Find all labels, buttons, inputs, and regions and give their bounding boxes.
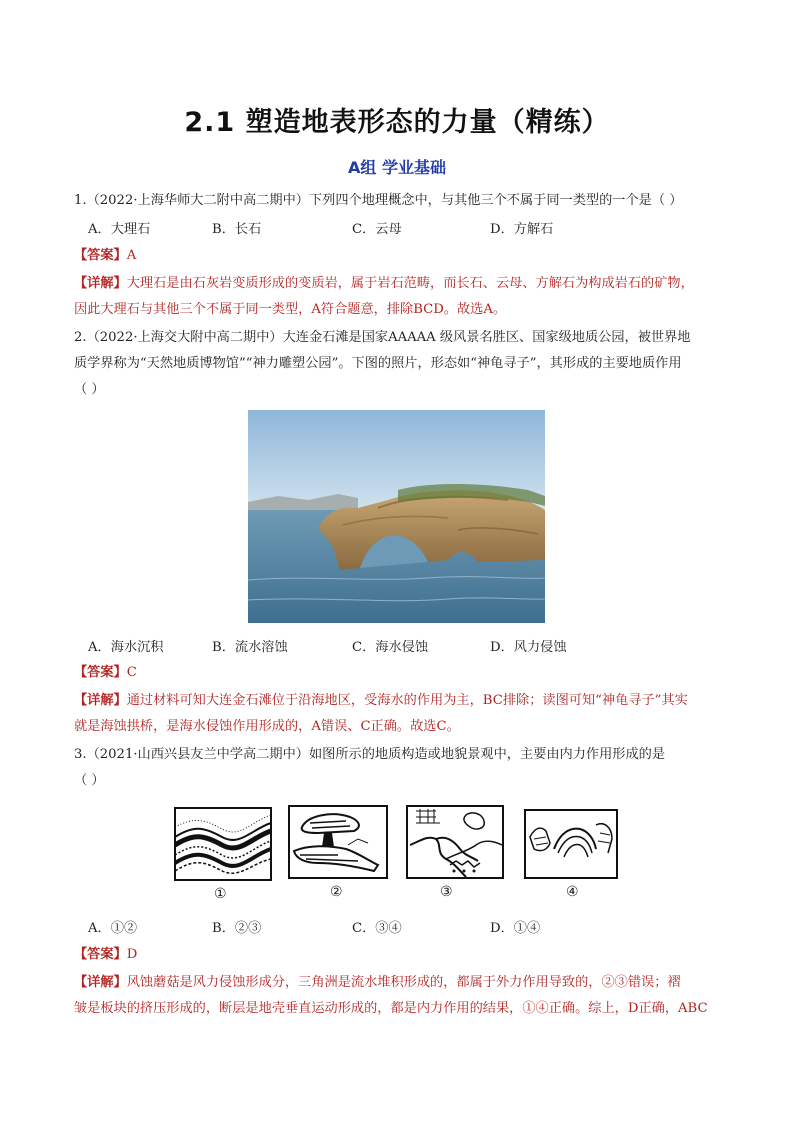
figure-label-4: ④ — [566, 884, 579, 900]
q2-answer-value: C — [126, 665, 137, 680]
q3-option-c: C．③④ — [352, 921, 402, 936]
detail-tag: 【详解】 — [74, 276, 127, 291]
page-title: 2.1 塑造地表形态的力量（精练） — [184, 107, 610, 138]
q2-stem-line3: （ ） — [74, 382, 105, 397]
q1-stem: 1.（2022·上海华师大二附中高二期中）下列四个地理概念中，与其他三个不属于同一类型的一个是（ ） — [74, 193, 683, 208]
q1-answer — [74, 246, 734, 266]
delta-diagram — [406, 805, 504, 879]
answer-tag: 【答案】 — [74, 665, 127, 680]
q1-detail-line2: 因此大理石与其他三个不属于同一类型，A符合题意，排除BCD。故选A。 — [74, 302, 507, 317]
figure-label-2: ② — [330, 884, 343, 900]
figure-label-1: ① — [214, 886, 227, 902]
landform-figures — [170, 805, 610, 905]
coastal-arch-photo — [248, 410, 545, 623]
section-heading: A组 学业基础 — [348, 158, 446, 177]
answer-tag: 【答案】 — [74, 947, 127, 962]
photo-illustration — [248, 410, 545, 623]
figure-label-3: ③ — [440, 884, 453, 900]
detail-tag: 【详解】 — [74, 693, 127, 708]
answer-tag: 【答案】 — [74, 248, 127, 263]
q2-option-b: B．流水溶蚀 — [212, 640, 288, 655]
q3-option-b: B．②③ — [212, 921, 262, 936]
q3-detail-line1 — [74, 973, 734, 993]
q1-detail-text: 大理石是由石灰岩变质形成的变质岩，属于岩石范畴，而长石、云母、方解石为构成岩石的矿物， — [126, 276, 694, 291]
fault-diagram — [524, 809, 618, 879]
q3-option-a: A．①② — [88, 921, 138, 936]
q3-answer-value: D — [126, 947, 138, 962]
q2-answer — [74, 663, 734, 683]
fold-diagram — [174, 807, 272, 881]
q3-option-d: D．①④ — [490, 921, 541, 936]
q2-stem-line2: 质学界称为“天然地质博物馆”“神力雕塑公园”。下图的照片，形态如“神龟寻子”，其形成的主要地质作用 — [74, 356, 682, 371]
mushroom-rock-diagram — [288, 805, 388, 879]
q2-options — [88, 636, 567, 655]
q1-option-d: D．方解石 — [490, 222, 554, 237]
q2-detail-text: 通过材料可知大连金石滩位于沿海地区，受海水的作用为主，BC排除；读图可知“神龟寻子”其实 — [126, 693, 688, 708]
q3-answer — [74, 945, 734, 965]
q1-options — [88, 218, 553, 237]
q2-option-d: D．风力侵蚀 — [490, 640, 567, 655]
q2-option-c: C．海水侵蚀 — [352, 640, 429, 655]
q2-stem-line1: 2.（2022·上海交大附中高二期中）大连金石滩是国家AAAAA 级风景名胜区、国家级地质公园，被世界地 — [74, 330, 691, 345]
q3-options — [88, 917, 540, 936]
q1-option-c: C．云母 — [352, 222, 402, 237]
q1-detail-line1 — [74, 274, 734, 294]
q3-stem-line1: 3.（2021·山西兴县友兰中学高二期中）如图所示的地质构造或地貌景观中，主要由内力作用形成的是 — [74, 747, 666, 762]
q3-detail-line2: 皱是板块的挤压形成的，断层是地壳垂直运动形成的，都是内力作用的结果，①④正确。综上，D正确，ABC — [74, 1001, 708, 1016]
q2-option-a: A．海水沉积 — [88, 640, 164, 655]
q2-detail-line1 — [74, 691, 734, 711]
q1-answer-value: A — [126, 248, 137, 263]
q3-stem-line2: （ ） — [74, 773, 105, 788]
q1-option-a: A．大理石 — [88, 222, 151, 237]
q3-detail-text: 风蚀蘑菇是风力侵蚀形成分，三角洲是流水堆积形成的，都属于外力作用导致的，②③错误；褶 — [126, 975, 681, 990]
q1-option-b: B．长石 — [212, 222, 262, 237]
q2-detail-line2: 就是海蚀拱桥，是海水侵蚀作用形成的，A错误、C正确。故选C。 — [74, 719, 460, 734]
detail-tag: 【详解】 — [74, 975, 127, 990]
